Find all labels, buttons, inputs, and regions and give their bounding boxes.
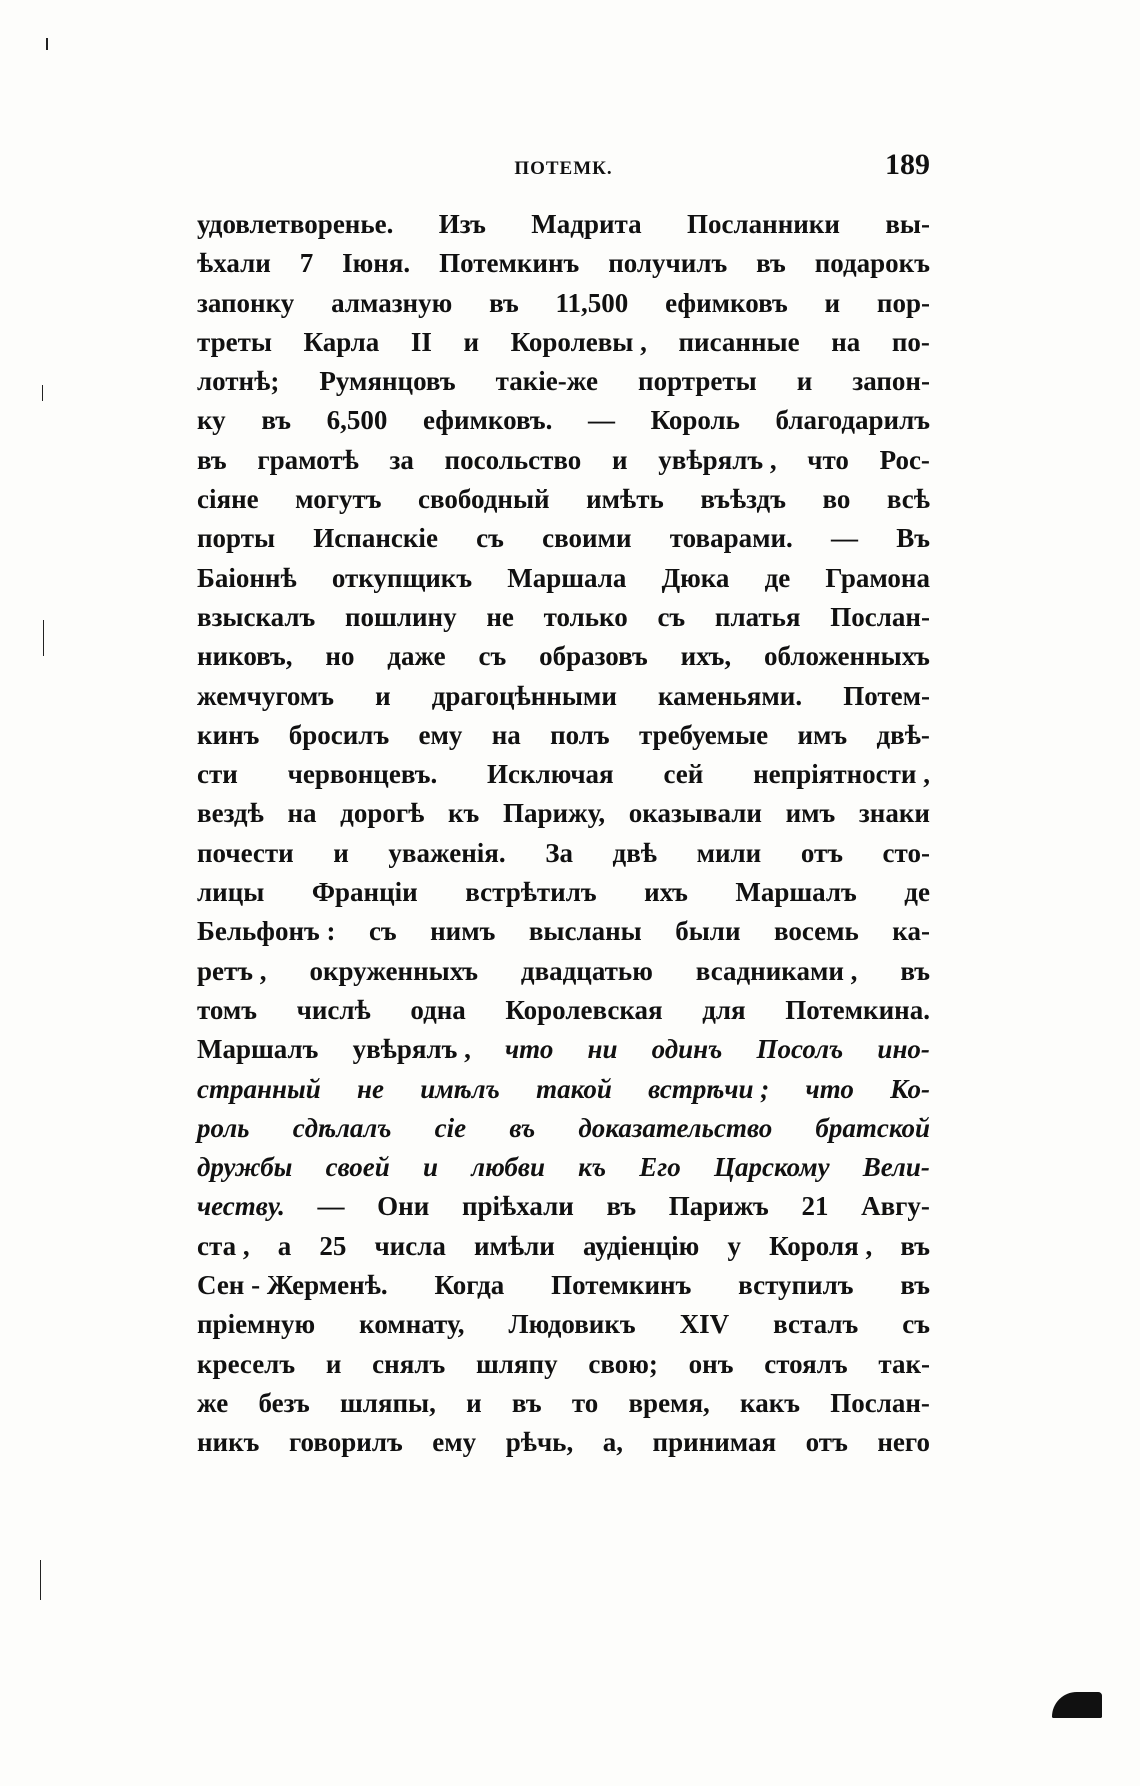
word: шляпы, [339,1387,436,1418]
text-line [197,1070,930,1109]
word: Изъ [438,209,486,239]
word: Царскому [713,1152,830,1183]
text-line [197,637,930,676]
word: комнату, [359,1309,465,1340]
text-line [197,794,930,833]
word: съ [476,523,504,554]
word: пошлину [344,601,457,632]
word: въ [900,1270,930,1301]
word: ни [587,1034,618,1065]
word: посольство [444,444,582,475]
word: всадниками , [695,955,858,986]
word: своими [542,523,632,554]
word: ѣхали [197,248,271,279]
word: откупщикъ [331,562,473,593]
word: съ [368,916,397,947]
word: Потемкинъ [439,248,580,279]
word: то [571,1387,599,1418]
word: оказывали [628,798,762,829]
word: Его [639,1152,681,1183]
word: Потем- [843,680,930,711]
word: Потемкина. [785,994,930,1025]
word: II [410,326,432,357]
word: 6,500 [326,405,388,436]
word: доказательство [578,1112,773,1143]
word: портреты [638,366,757,397]
text-line [197,559,930,598]
word: сти [197,759,238,790]
word: — [317,1191,345,1222]
word: дорогѣ [340,798,425,829]
word: въ [261,405,291,436]
word: съ [902,1309,930,1340]
word: никовъ, [197,641,293,672]
word: въ [606,1191,637,1222]
word: всталъ [773,1309,859,1340]
word: ефимковъ [665,287,788,318]
word: лицы [197,877,265,908]
word: Посолъ [756,1034,844,1065]
text-line [197,952,930,991]
word: нимъ [430,916,496,947]
word: Парижъ [668,1191,769,1222]
word: и [375,680,391,711]
word: вездѣ [197,798,264,829]
word: и [325,1348,342,1379]
word: для [702,994,746,1025]
word: во [822,484,851,515]
word: за [389,444,414,475]
word: восемь [773,916,859,947]
word: безъ [258,1387,310,1418]
word: Румянцовъ [319,366,456,397]
word: такіе-же [495,366,598,397]
word: сіяне [197,484,259,515]
word: по- [891,326,930,357]
word: треты [197,326,272,357]
text-line [197,1305,930,1344]
word: Послан- [830,1387,930,1418]
text-line [197,716,930,755]
word: де [764,562,791,593]
word: Королевы , [510,326,647,357]
word: 11,500 [555,287,629,318]
word: 7 [299,248,314,279]
word: XIV [679,1309,730,1340]
word: Ко- [890,1073,930,1104]
text-line [197,284,930,323]
ink-blot [1052,1692,1102,1718]
word: Маршалъ [735,877,857,908]
word: встрѣтилъ [465,877,597,908]
word: ку [197,405,226,436]
word: де [904,877,930,908]
word: Баіоннѣ [197,562,297,593]
word: но [325,641,355,672]
word: — [831,523,859,554]
word: Послан- [830,601,930,632]
word: роль [197,1112,250,1143]
word: могутъ [295,484,382,515]
word: никъ [197,1427,260,1458]
word: честву. [197,1191,285,1222]
word: двадцатью [520,955,653,986]
word: Франціи [311,877,418,908]
word: высланы [528,916,642,947]
word: Испанскіе [313,523,438,554]
word: 25 [319,1230,347,1261]
word: шляпу [475,1348,558,1379]
word: имѣть [586,484,664,515]
word: Авгу- [861,1191,930,1222]
word: драгоцѣнными [431,680,617,711]
word: Рос- [879,444,930,475]
text-line [197,912,930,951]
word: каменьями. [657,680,803,711]
word: сіе [434,1112,467,1143]
word: Іюня. [342,248,411,279]
word: мили [696,837,762,868]
text-line [197,1384,930,1423]
word: сто- [882,837,930,868]
word: странный [197,1073,321,1104]
word: одна [410,994,466,1025]
word: въ [197,444,227,475]
word: Когда [434,1270,505,1301]
scan-edge-mark [46,38,48,50]
word: Бельфонъ : [197,916,336,947]
word: Потемкинъ [551,1270,692,1301]
body-text [197,205,930,1463]
word: съ [478,641,507,672]
word: Они [377,1191,430,1222]
word: рѣчь, [505,1427,574,1458]
word: имѣлъ [420,1073,500,1104]
text-line [197,1423,930,1462]
word: двѣ [612,837,657,868]
word: запон- [852,366,930,397]
word: какъ [740,1387,800,1418]
word: свободный [417,484,550,515]
word: требуемые [638,719,769,750]
word: не [357,1073,384,1104]
word: сдѣлалъ [292,1112,392,1143]
word: Въ [896,523,930,554]
word: Парижу, [502,798,606,829]
word: въ [509,1112,536,1143]
word: даже [387,641,446,672]
word: Король [650,405,740,436]
word: онъ [688,1348,734,1379]
word: и [463,326,480,357]
word: такой [536,1073,612,1104]
word: взыскалъ [197,601,316,632]
word: непріятности , [753,759,930,790]
word: полъ [550,719,610,750]
word: удовлетворенье. [197,209,394,239]
text-line [197,1345,930,1384]
word: пор- [876,287,930,318]
text-line [197,834,930,873]
word: имѣли [474,1230,555,1261]
word: Людовикъ [508,1309,636,1340]
word: что [505,1034,554,1065]
word: дружбы [197,1152,293,1183]
word: и [824,287,841,318]
word: имъ [797,719,848,750]
word: числа [374,1230,446,1261]
word: вступилъ [738,1270,854,1301]
word: принимая [652,1427,777,1458]
word: Мадрита [531,209,642,239]
word: и [612,444,628,475]
word: снялъ [372,1348,446,1379]
word: въѣздъ [700,484,786,515]
word: говорилъ [288,1427,403,1458]
word: За [545,837,573,868]
word: на [831,326,861,357]
word: встрѣчи ; [648,1073,770,1104]
word: почести [197,837,294,868]
text-line [197,991,930,1030]
word: вы- [885,209,930,239]
text-line [197,1187,930,1226]
word: въ [900,1230,930,1261]
word: же [197,1387,229,1418]
running-header [197,148,930,188]
text-line [197,441,930,480]
word: въ [756,248,786,279]
word: въ [489,287,519,318]
word: так- [878,1348,930,1379]
word: 21 [801,1191,829,1222]
word: окруженныхъ [309,955,478,986]
word: пріемную [197,1309,316,1340]
word: имъ [785,798,836,829]
word: и [333,837,349,868]
word: порты [197,523,276,554]
word: увѣрялъ , [658,444,777,475]
word: ка- [892,916,930,947]
word: товарами. [669,523,793,554]
word: отъ [805,1427,848,1458]
text-line [197,1266,930,1305]
word: ино- [877,1034,930,1065]
word: и [796,366,813,397]
word: кинъ [197,719,260,750]
word: получилъ [608,248,728,279]
word: червонцевъ. [287,759,438,790]
word: стоялъ [764,1348,848,1379]
word: Посланники [687,209,840,239]
text-line [197,1030,930,1069]
word: всѣ [886,484,930,515]
word: къ [447,798,480,829]
word: грамотѣ [257,444,359,475]
word: въ [511,1387,542,1418]
word: него [877,1427,930,1458]
page-number: 189 [885,148,930,181]
word: Грамона [825,562,930,593]
word: ихъ [644,877,688,908]
word: обложенныхъ [764,641,930,672]
word: свою; [588,1348,658,1379]
text-line [197,873,930,912]
word: у [727,1230,741,1261]
word: отъ [800,837,843,868]
text-line [197,755,930,794]
word: алмазную [331,287,453,318]
word: аудіенцію [582,1230,700,1261]
word: запонку [197,287,295,318]
text-line [197,401,930,440]
word: братской [815,1112,930,1143]
word: и [466,1387,482,1418]
scan-edge-mark [42,385,43,401]
text-line [197,480,930,519]
text-line [197,1109,930,1148]
word: Королевская [505,994,663,1025]
word: одинъ [651,1034,723,1065]
word: Маршала [507,562,627,593]
word: сей [663,759,704,790]
word: платья [714,601,801,632]
word: ефимковъ. [422,405,553,436]
word: съ [657,601,686,632]
word: на [491,719,521,750]
word: ста , [197,1230,250,1261]
text-line [197,598,930,637]
word: Дюка [661,562,730,593]
text-line [197,205,930,244]
text-line [197,323,930,362]
word: лотнѣ; [197,366,280,397]
text-line [197,677,930,716]
word: что [805,1073,854,1104]
word: знаки [858,798,930,829]
scan-edge-mark [40,1560,41,1600]
word: ихъ, [680,641,732,672]
word: Исключая [487,759,614,790]
word: жемчугомъ [197,680,335,711]
word: бросилъ [288,719,390,750]
text-line [197,1227,930,1266]
word: увѣрялъ , [352,1034,471,1065]
scan-edge-mark [43,620,44,656]
word: Маршалъ [197,1034,319,1065]
word: томъ [197,994,258,1025]
word: что [807,444,849,475]
word: образовъ [539,641,648,672]
running-title: ПОТЕМК. [514,158,613,179]
text-line [197,1148,930,1187]
word: время, [628,1387,710,1418]
word: а [277,1230,292,1261]
word: ретъ , [197,955,267,986]
word: Сен - Жерменѣ. [197,1270,388,1301]
word: были [675,916,741,947]
word: благодарилъ [775,405,930,436]
text-line [197,244,930,283]
text-line [197,362,930,401]
word: ему [432,1427,477,1458]
word: къ [578,1152,607,1183]
word: а, [602,1427,623,1458]
word: креселъ [197,1348,296,1379]
word: и [423,1152,439,1183]
word: ему [418,719,463,750]
word: только [543,601,628,632]
word: на [287,798,317,829]
word: двѣ- [876,719,930,750]
word: Карла [303,326,380,357]
word: писанные [678,326,800,357]
word: Короля , [769,1230,873,1261]
text-line [197,519,930,558]
word: не [486,601,514,632]
word: своей [325,1152,390,1183]
word: уваженія. [388,837,506,868]
word: числѣ [296,994,371,1025]
word: пріѣхали [461,1191,574,1222]
word: въ [900,955,930,986]
word: любви [471,1152,545,1183]
word: Вели- [862,1152,930,1183]
word: — [587,405,615,436]
word: подарокъ [814,248,930,279]
